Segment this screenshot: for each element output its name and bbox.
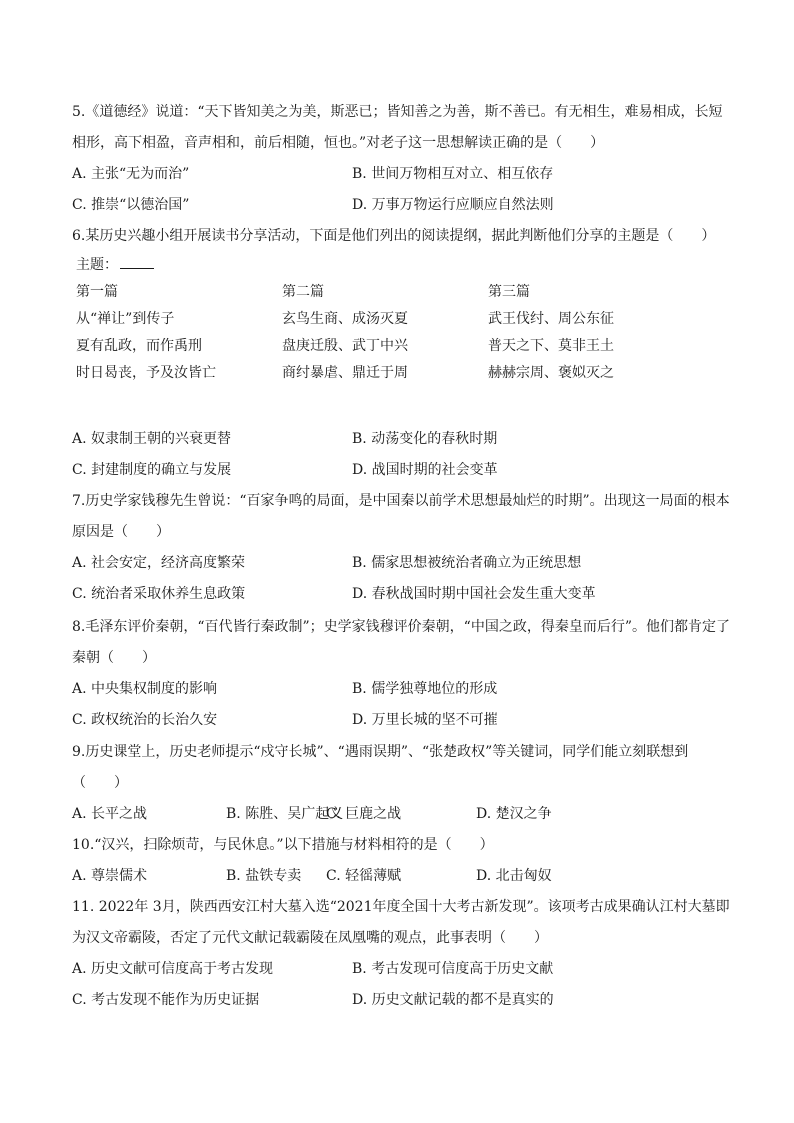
question-10-stem: 10.“汉兴，扫除烦苛，与民休息。”以下措施与材料相符的是（ ） [72, 837, 494, 853]
option-d[interactable]: D. 战国时期的社会变革 [352, 462, 498, 478]
question-7 [72, 486, 732, 610]
option-a[interactable]: A. 社会安定，经济高度繁荣 [72, 555, 246, 571]
option-d[interactable]: D. 楚汉之争 [476, 806, 552, 822]
question-11-options-row-2 [72, 985, 732, 1016]
question-11-stem: 11. 2022年 3月，陕西西安江村大墓入选“2021年度全国十大考古新发现”。该项考古成果确认江村大墓即为汉文帝霸陵，否定了元代文献记载霸陵在凤凰嘴的观点，此事表明（ ） [72, 899, 730, 946]
topic-blank [120, 254, 154, 269]
option-a[interactable]: A. 奴隶制王朝的兴衰更替 [72, 431, 232, 447]
table-cell: 从“禅让”到传子 [76, 311, 175, 327]
option-a[interactable]: A. 中央集权制度的影响 [72, 681, 218, 697]
question-6-options-row-1 [72, 424, 732, 455]
option-b[interactable]: B. 考古发现可信度高于历史文献 [352, 961, 554, 977]
topic-label: 主题： [76, 257, 118, 273]
question-5-stem: 5.《道德经》说道：“天下皆知美之为美，斯恶已；皆知善之为善，斯不善已。有无相生，难易相成，长短相形，高下相盈，音声相和，前后相随，恒也。”对老子这一思想解读正确的是（ ） [72, 104, 723, 151]
option-d[interactable]: D. 北击匈奴 [476, 868, 552, 884]
question-5-options-row-1 [72, 159, 732, 190]
option-b[interactable]: B. 儒学独尊地位的形成 [352, 681, 498, 697]
option-b[interactable]: B. 动荡变化的春秋时期 [352, 431, 498, 447]
table-cell: 赫赫宗周、褒姒灭之 [488, 365, 614, 381]
option-c[interactable]: C. 统治者采取休养生息政策 [72, 586, 246, 602]
question-6-topic [76, 250, 736, 281]
table-row [76, 306, 716, 333]
table-cell: 玄鸟生商、成汤灭夏 [282, 311, 408, 327]
question-6-stem: 6.某历史兴趣小组开展读书分享活动，下面是他们列出的阅读提纲，据此判断他们分享的主题是（ ） [72, 228, 716, 244]
question-8-options-row-2 [72, 705, 732, 736]
option-a[interactable]: A. 主张“无为而治” [72, 166, 190, 182]
question-7-options-row-2 [72, 579, 732, 610]
table-header: 第二篇 [282, 284, 324, 300]
question-7-options-row-1 [72, 548, 732, 579]
option-c[interactable]: C. 封建制度的确立与发展 [72, 462, 232, 478]
option-d[interactable]: D. 历史文献记载的都不是真实的 [352, 992, 554, 1008]
table-header: 第三篇 [488, 284, 530, 300]
question-11-options-row-1 [72, 954, 732, 985]
question-6 [72, 221, 732, 252]
option-d[interactable]: D. 万事万物运行应顺应自然法则 [352, 197, 554, 213]
question-7-stem: 7.历史学家钱穆先生曾说：“百家争鸣的局面，是中国秦以前学术思想最灿烂的时期”。出现这一局面的根本原因是（ ） [72, 493, 730, 540]
option-b[interactable]: B. 陈胜、吴广起义 [226, 806, 344, 822]
question-9 [72, 737, 732, 830]
question-6-options [72, 424, 732, 486]
question-8-options-row-1 [72, 674, 732, 705]
table-cell: 盘庚迁殷、武丁中兴 [282, 338, 408, 354]
question-6-options-row-2 [72, 455, 732, 486]
question-10-options [72, 861, 732, 892]
question-5 [72, 97, 732, 221]
question-11 [72, 892, 732, 1016]
question-9-options [72, 799, 732, 830]
option-a[interactable]: A. 尊崇儒术 [72, 868, 148, 884]
option-c[interactable]: C. 考古发现不能作为历史证据 [72, 992, 260, 1008]
table-cell: 时日曷丧，予及汝皆亡 [76, 365, 216, 381]
option-a[interactable]: A. 长平之战 [72, 806, 148, 822]
table-row [76, 360, 716, 387]
table-header: 第一篇 [76, 284, 118, 300]
table-row [76, 333, 716, 360]
option-d[interactable]: D. 春秋战国时期中国社会发生重大变革 [352, 586, 596, 602]
question-8-stem: 8.毛泽东评价秦朝，“百代皆行秦政制”；史学家钱穆评价秦朝，“中国之政，得秦皇而后行”。他们都肯定了秦朝（ ） [72, 619, 730, 666]
option-b[interactable]: B. 世间万物相互对立、相互依存 [352, 166, 554, 182]
question-10 [72, 830, 732, 892]
reading-outline-table [76, 279, 716, 387]
table-cell: 普天之下、莫非王土 [488, 338, 614, 354]
table-header-row [76, 279, 716, 306]
question-9-stem: 9.历史课堂上，历史老师提示“戍守长城”、“遇雨误期”、“张楚政权”等关键词，同学们能立刻联想到（ ） [72, 744, 689, 791]
option-b[interactable]: B. 儒家思想被统治者确立为正统思想 [352, 555, 582, 571]
option-c[interactable]: C. 政权统治的长治久安 [72, 712, 218, 728]
table-cell: 商纣暴虐、鼎迁于周 [282, 365, 408, 381]
option-c[interactable]: C. 轻徭薄赋 [326, 868, 402, 884]
option-a[interactable]: A. 历史文献可信度高于考古发现 [72, 961, 274, 977]
question-5-options-row-2 [72, 190, 732, 221]
option-d[interactable]: D. 万里长城的坚不可摧 [352, 712, 498, 728]
table-cell: 夏有乱政，而作禹刑 [76, 338, 202, 354]
option-c[interactable]: C. 巨鹿之战 [326, 806, 402, 822]
question-8 [72, 612, 732, 736]
table-cell: 武王伐纣、周公东征 [488, 311, 614, 327]
option-b[interactable]: B. 盐铁专卖 [226, 868, 302, 884]
option-c[interactable]: C. 推崇“以德治国” [72, 197, 190, 213]
